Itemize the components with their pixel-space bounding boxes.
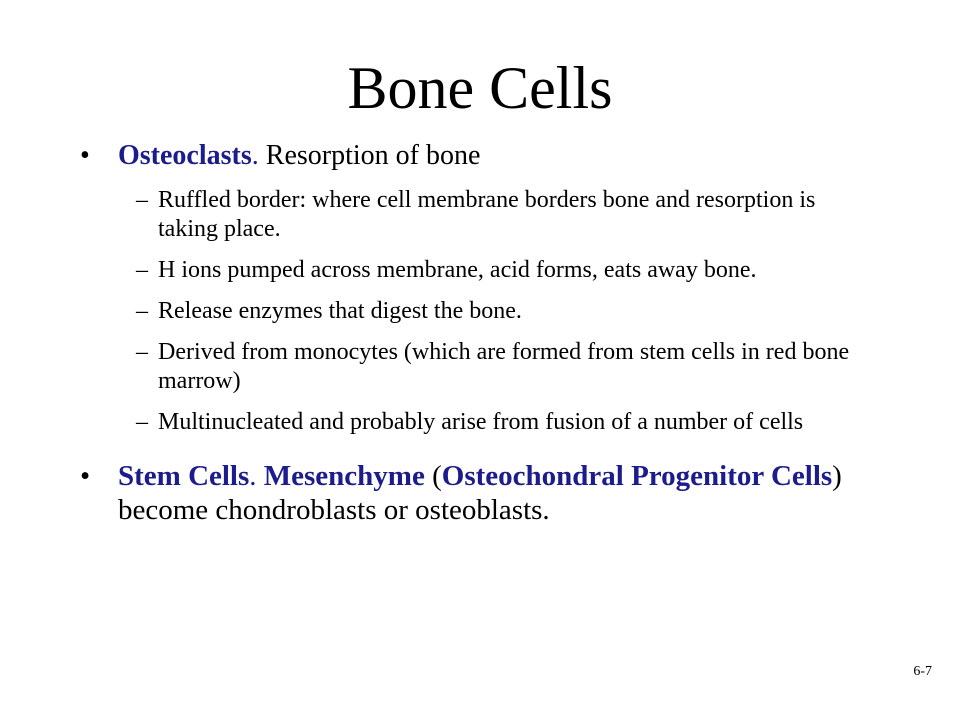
subitem-dash: – (136, 187, 148, 213)
slide-title: Bone Cells (347, 55, 613, 121)
subitem-dash: – (136, 409, 148, 435)
bullet-stem-cells (80, 459, 880, 527)
subitem-h-ions (80, 256, 880, 285)
bullet-dot: • (80, 460, 91, 492)
term-osteochondral-progenitor-cells: Osteochondral Progenitor Cells (441, 460, 833, 492)
subitem-text: Multinucleated and probably arise from fusion of a number of cells (158, 409, 804, 435)
term-separator: . (249, 460, 264, 492)
term-osteoclasts: Osteoclasts (118, 140, 252, 171)
subitem-release-enzymes (80, 297, 880, 326)
subitem-dash: – (136, 257, 148, 283)
subitem-text: H ions pumped across membrane, acid forms, eats away bone. (158, 257, 757, 283)
subitem-dash: – (136, 298, 148, 324)
bullet-osteoclasts (80, 140, 880, 172)
bullet-osteoclasts-text: Resorption of bone (258, 140, 481, 171)
term-separator-paren: ( (424, 460, 442, 492)
subitem-text: Release enzymes that digest the bone. (158, 298, 522, 324)
term-mesenchyme: Mesenchyme (263, 460, 425, 492)
slide-content (80, 140, 880, 527)
page-number: 6-7 (913, 664, 932, 679)
subitem-ruffled-border (80, 186, 880, 244)
term-osteoclasts-suffix: . (251, 140, 259, 171)
bullet-dot: • (80, 140, 90, 171)
subitem-dash: – (136, 339, 148, 365)
bullet-stem-cells-text: ) become chondroblasts or osteoblasts. (118, 460, 842, 526)
subitem-multinucleated (80, 408, 880, 437)
subitem-text: Ruffled border: where cell membrane borders bone and resorption is taking place. (158, 187, 816, 242)
subitem-text: Derived from monocytes (which are formed from stem cells in red bone marrow) (158, 339, 850, 394)
term-stem-cells: Stem Cells (118, 460, 250, 492)
subitem-derived-from-monocytes (80, 338, 880, 396)
